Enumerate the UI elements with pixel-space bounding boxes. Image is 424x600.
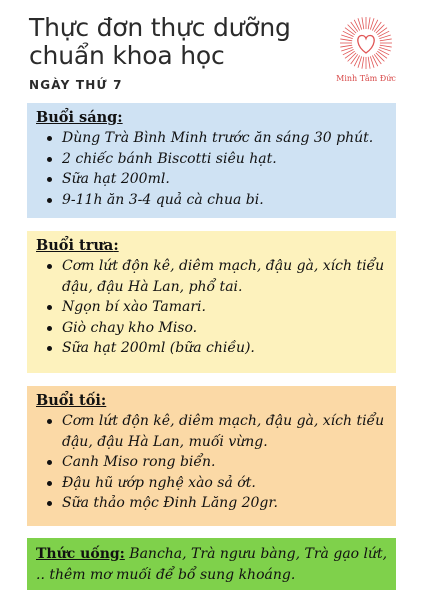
day-label: NGÀY THỨ 7	[29, 78, 123, 92]
morning-title: Buổi sáng:	[36, 109, 123, 126]
list-item: 9-11h ăn 3-4 quả cà chua bi.	[62, 190, 388, 211]
evening-title: Buổi tối:	[36, 392, 107, 409]
list-item: Sữa hạt 200ml.	[62, 169, 388, 190]
noon-list	[36, 256, 388, 359]
evening-section	[27, 386, 396, 526]
logo-text: Minh Tâm Đức	[336, 74, 396, 83]
evening-list	[36, 411, 388, 514]
drinks-title: Thức uống:	[36, 546, 125, 562]
list-item: Đậu hũ ướp nghệ xào sả ớt.	[62, 473, 388, 494]
drinks-text: Bancha, Trà ngưu bàng, Trà gạo lứt, .. thêm mơ muối để bổ sung khoáng.	[36, 546, 388, 583]
morning-section	[27, 103, 396, 218]
list-item: Ngọn bí xào Tamari.	[62, 297, 388, 318]
heart-sunburst-icon	[339, 16, 393, 70]
morning-list	[36, 128, 388, 210]
noon-title: Buổi trưa:	[36, 237, 119, 254]
list-item: 2 chiếc bánh Biscotti siêu hạt.	[62, 149, 388, 170]
list-item: Sữa thảo mộc Đinh Lăng 20gr.	[62, 493, 388, 514]
list-item: Giò chay kho Miso.	[62, 318, 388, 339]
list-item: Cơm lứt độn kê, diêm mạch, đậu gà, xích tiểu đậu, đậu Hà Lan, muối vừng.	[62, 411, 388, 452]
drinks-section	[27, 538, 396, 590]
list-item: Sữa hạt 200ml (bữa chiều).	[62, 338, 388, 359]
list-item: Cơm lứt độn kê, diêm mạch, đậu gà, xích tiểu đậu, đậu Hà Lan, phổ tai.	[62, 256, 388, 297]
list-item: Canh Miso rong biển.	[62, 452, 388, 473]
list-item: Dùng Trà Bình Minh trước ăn sáng 30 phút.	[62, 128, 388, 149]
page-title: Thực đơn thực dưỡng chuẩn khoa học	[29, 13, 291, 70]
noon-section	[27, 231, 396, 373]
